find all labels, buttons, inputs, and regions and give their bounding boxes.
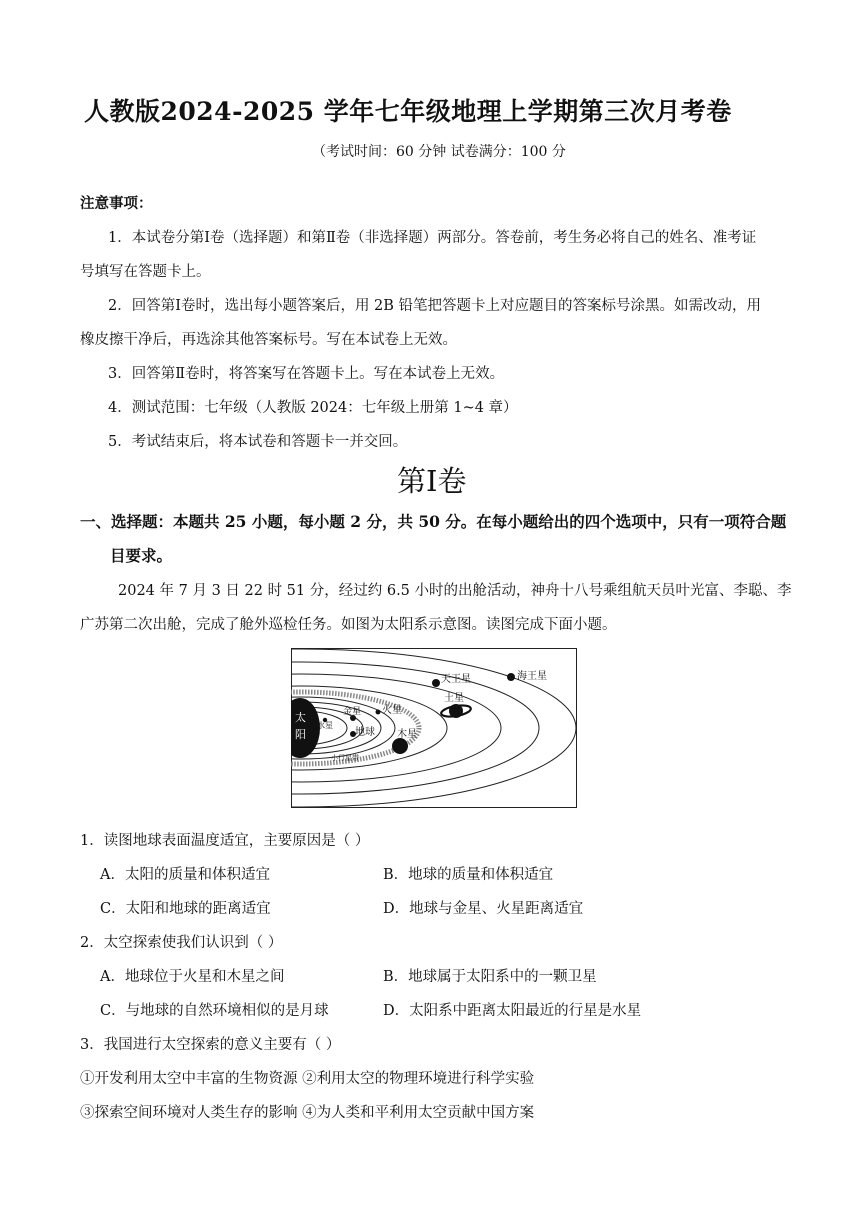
sun-label: 阳 [295, 728, 306, 741]
note-line: 号填写在答题卡上。 [80, 264, 211, 280]
jupiter-label: 木星 [397, 729, 417, 740]
note-line: 4．测试范围：七年级（人教版 2024：七年级上册第 1~4 章） [108, 400, 518, 416]
solar-system-diagram [291, 648, 577, 808]
question-statement: ③探索空间环境对人类生存的影响 ④为人类和平利用太空贡献中国方案 [80, 1105, 535, 1121]
page-title: 人教版2024-2025 学年七年级地理上学期第三次月考卷 [84, 97, 732, 126]
question-option: C．太阳和地球的距离适宜 [100, 901, 271, 917]
saturn-label: 土星 [444, 693, 464, 704]
jupiter-icon [392, 738, 408, 754]
neptune-label: 海王星 [517, 671, 547, 682]
intro-text: 2024 年 7 月 3 日 22 时 51 分，经过约 6.5 小时的出舱活动，神舟十八号乘组航天员叶光富、李聪、李 [118, 583, 792, 599]
sun-label: 太 [295, 711, 306, 724]
question-option: A．地球位于火星和木星之间 [100, 969, 285, 985]
notes-heading: 注意事项： [80, 195, 153, 212]
mars-label: 火星 [382, 705, 402, 716]
neptune-icon [507, 673, 515, 681]
question-stem: 2．太空探索使我们认识到（ ） [80, 935, 283, 951]
question-option: D．太阳系中距离太阳最近的行星是水星 [383, 1003, 642, 1019]
question-option: B．地球的质量和体积适宜 [383, 867, 554, 883]
section-title: 第Ⅰ卷 [397, 464, 467, 498]
question-option: D．地球与金星、火星距离适宜 [383, 901, 584, 917]
mars-icon [376, 710, 381, 715]
question-option: B．地球属于太阳系中的一颗卫星 [383, 969, 597, 985]
note-line: 3．回答第Ⅱ卷时，将答案写在答题卡上。写在本试卷上无效。 [108, 366, 505, 382]
note-line: 2．回答第Ⅰ卷时，选出每小题答案后，用 2B 铅笔把答题卡上对应题目的答案标号涂黑。如需改动，用 [108, 298, 762, 314]
asteroid-belt-label: 小行星带 [331, 754, 359, 762]
part-heading-cont: 目要求。 [110, 546, 173, 565]
question-option: A．太阳的质量和体积适宜 [100, 867, 270, 883]
intro-text: 广苏第二次出舱，完成了舱外巡检任务。如图为太阳系示意图。读图完成下面小题。 [80, 617, 617, 633]
question-statement: ①开发利用太空中丰富的生物资源 ②利用太空的物理环境进行科学实验 [80, 1071, 535, 1087]
uranus-icon [432, 679, 440, 687]
part-heading: 一、选择题：本题共 25 小题，每小题 2 分，共 50 分。在每小题给出的四个选项中，只有一项符合题 [80, 512, 787, 531]
question-stem: 1．读图地球表面温度适宜，主要原因是（ ） [80, 833, 370, 849]
venus-label: 金星 [343, 707, 362, 717]
note-line: 1．本试卷分第Ⅰ卷（选择题）和第Ⅱ卷（非选择题）两部分。答卷前，考生务必将自己的姓名、准考证 [108, 230, 757, 246]
note-line: 橡皮擦干净后，再选涂其他答案标号。写在本试卷上无效。 [80, 332, 457, 348]
question-option: C．与地球的自然环境相似的是月球 [100, 1003, 329, 1019]
saturn-icon [449, 704, 463, 718]
uranus-label: 天王星 [441, 674, 471, 685]
note-line: 5．考试结束后，将本试卷和答题卡一并交回。 [108, 434, 408, 450]
exam-info: （考试时间：60 分钟 试卷满分：100 分 [312, 144, 566, 160]
earth-label: 地球 [355, 727, 375, 738]
mercury-label: 水星 [317, 721, 333, 730]
question-stem: 3．我国进行太空探索的意义主要有（ ） [80, 1037, 341, 1053]
